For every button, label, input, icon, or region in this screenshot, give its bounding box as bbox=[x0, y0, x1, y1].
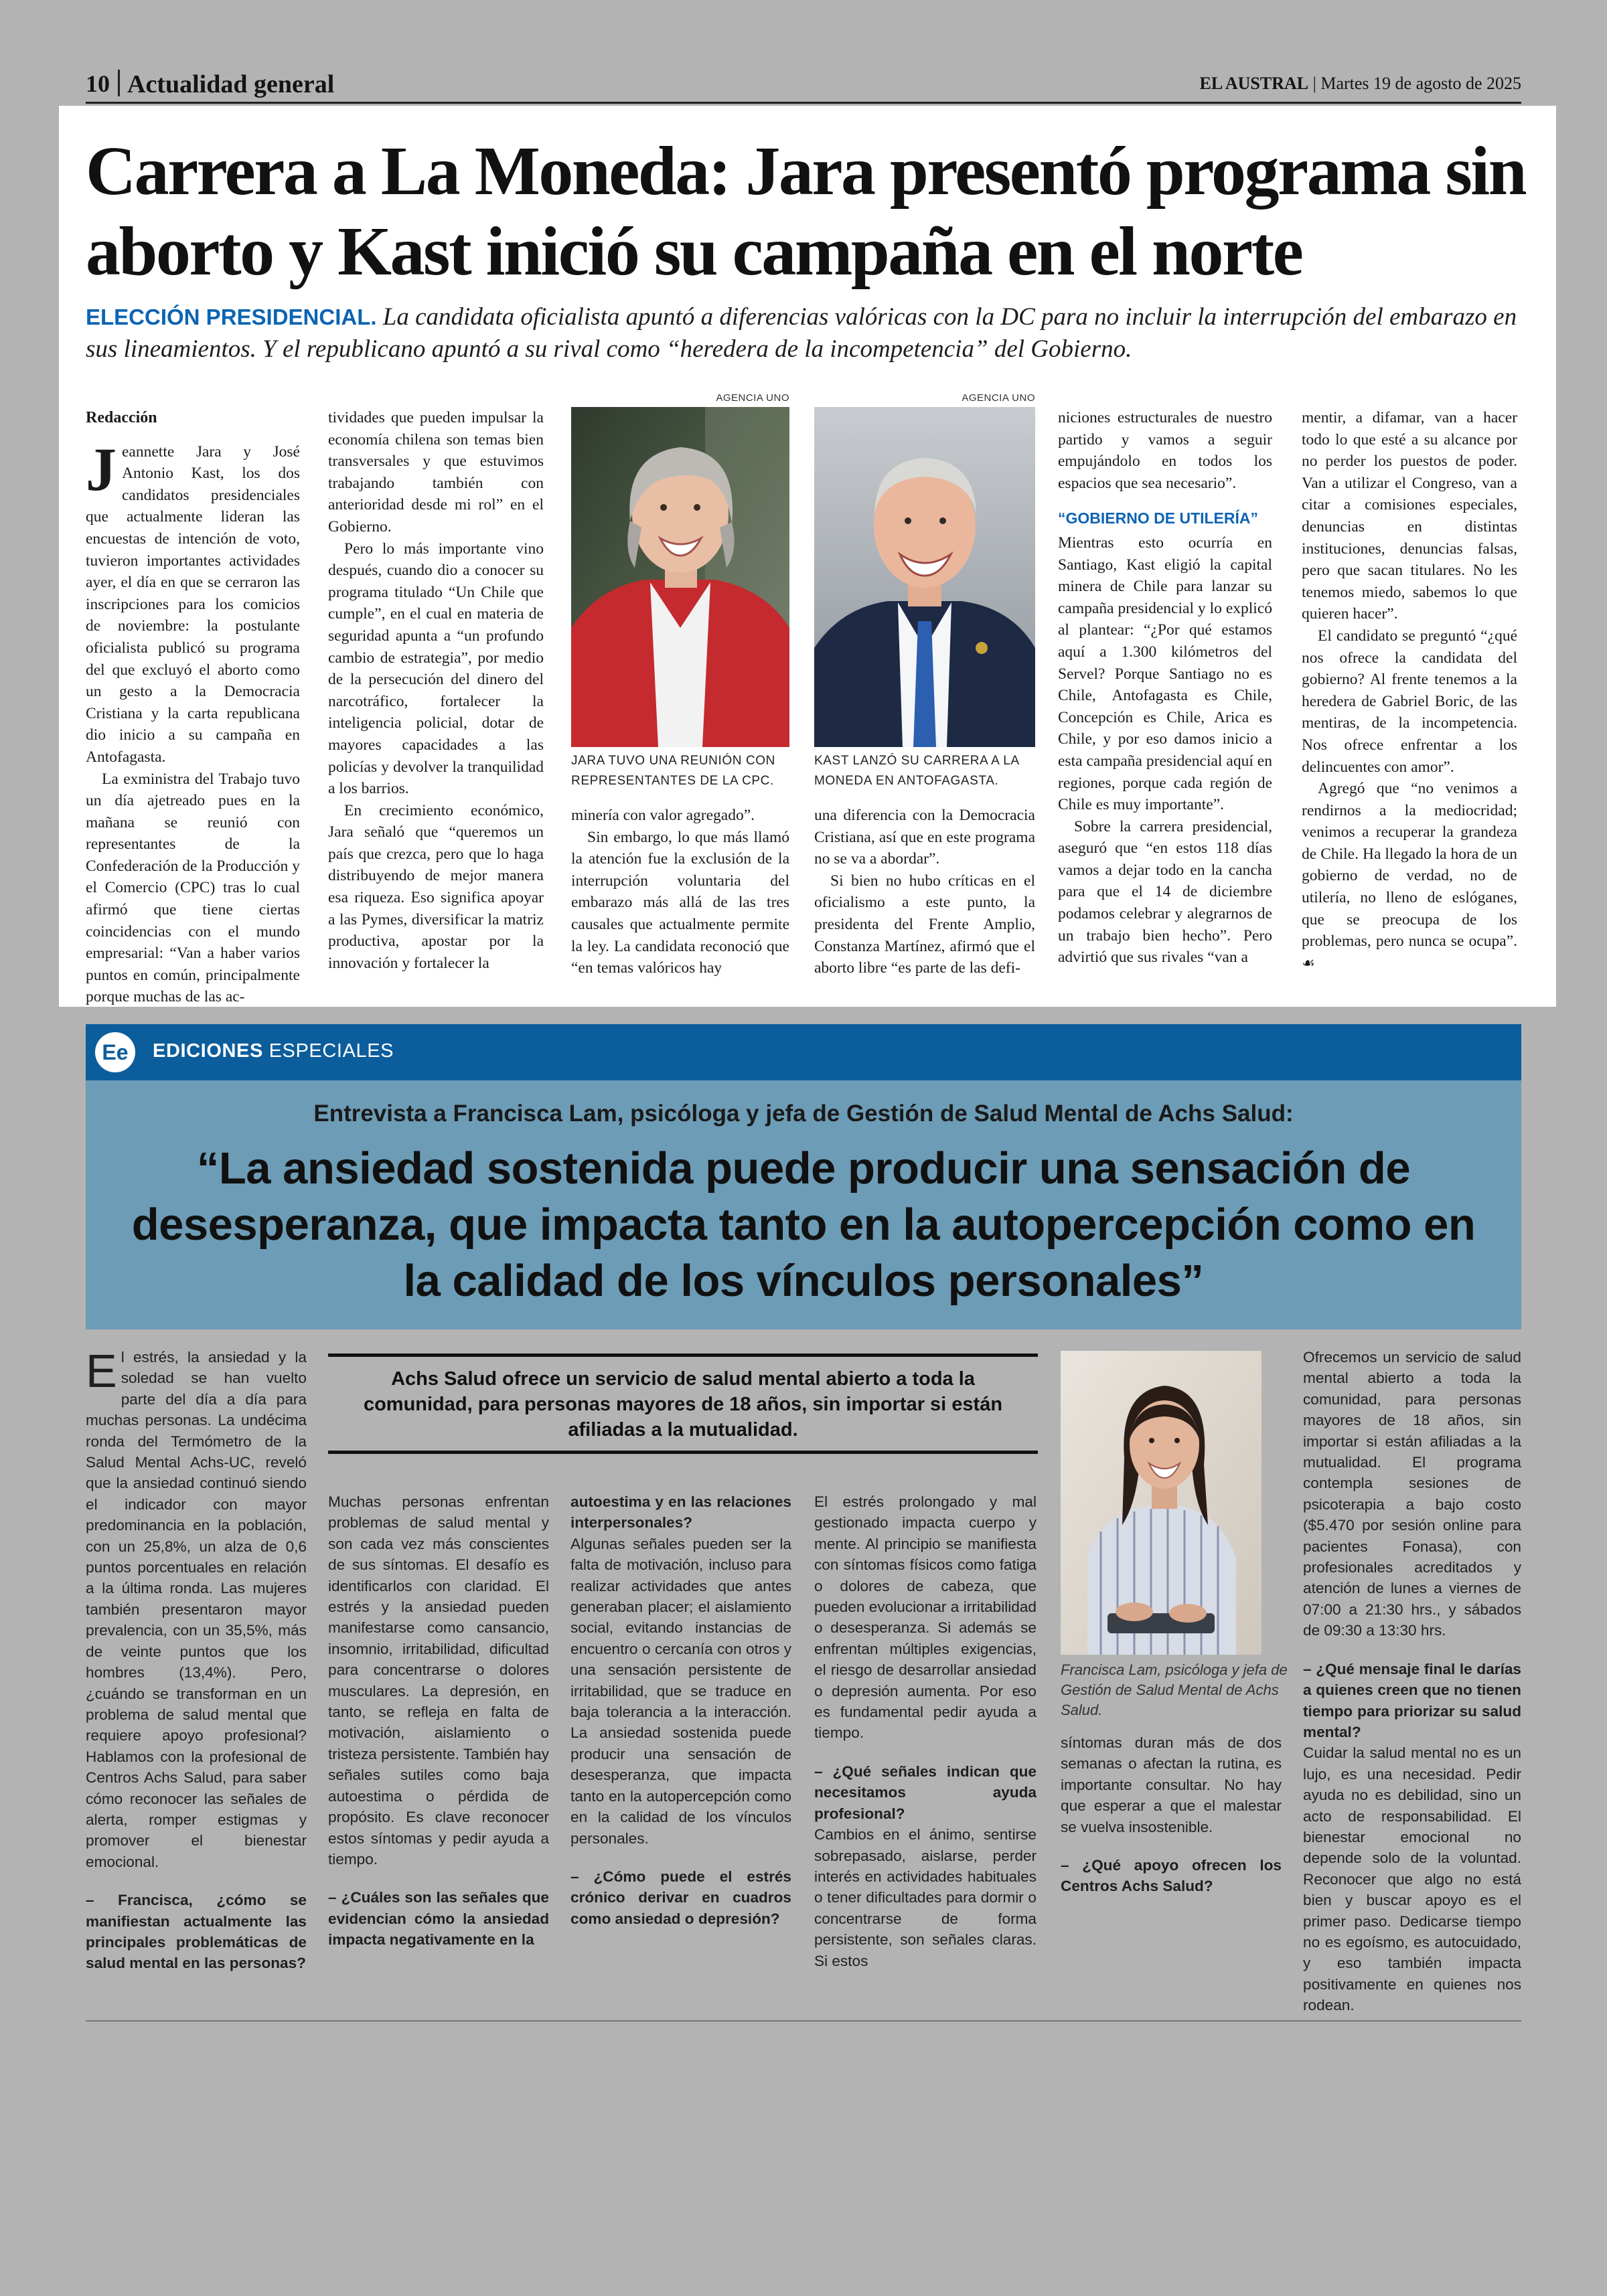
end-mark: ☙ bbox=[1302, 955, 1315, 972]
interview-intro: Entrevista a Francisca Lam, psicóloga y jefa de Gestión de Salud Mental de Achs Salud: bbox=[313, 1100, 1294, 1127]
paragraph: En crecimiento económico, Jara señaló que “queremos un país que crezca, pero que lo haga distribuyendo de mejor manera esa riqueza. Eso significa apoyar a las Pymes, diversificar la matriz productiva, apostar por la innovación y fortalecer la bbox=[328, 801, 544, 972]
paragraph: síntomas duran más de dos semanas o afectan la rutina, es importante consultar. No hay que esperar a que el malestar se vuelva insostenible. bbox=[1061, 1734, 1282, 1835]
question-continued: autoestima y en las relaciones interpersonales? bbox=[570, 1493, 791, 1532]
article-column-3 bbox=[571, 805, 789, 979]
interview-column-2 bbox=[328, 1491, 549, 1951]
interview-column-3 bbox=[570, 1491, 791, 1929]
label-bold: EDICIONES bbox=[153, 1040, 263, 1062]
page-number: 10 bbox=[86, 70, 110, 97]
article-column-1 bbox=[86, 407, 300, 1008]
interview-header-panel bbox=[86, 1080, 1521, 1329]
paragraph-text: Agregó que “no venimos a rendirnos a la mediocridad; venimos a recuperar la grandeza de Chile. Ha llegado la hora de un gobierno de verdad, no de utilería, no lleno de eslóganes, que se preocupa de los problemas, pero nunca se ocupa”. bbox=[1302, 780, 1517, 951]
article-headline: Carrera a La Moneda: Jara presentó programa sin aborto y Kast inició su campaña en el norte bbox=[86, 133, 1526, 290]
paragraph: El candidato se preguntó “¿qué nos ofrece la candidata del gobierno? Al frente tenemos a la heredera de Gabriel Boric, de las mentiras, de la incompetencia. Nos ofrece enfrentar a los delincuentes con amor”. bbox=[1302, 627, 1517, 776]
paragraph: Sobre la carrera presidencial, aseguró que “en estos 118 días vamos a dejar todo en la cancha para que el 14 de diciembre podamos celebrar y alegrarnos de un trabajo bien hecho”. Pero advirtió que sus rivales “van a bbox=[1058, 817, 1272, 967]
paragraph: Algunas señales pueden ser la falta de motivación, incluso para realizar actividades que antes generaban placer; el aislamiento social, evitando instancias de encuentro o cercanía con otros y una sensación persistente de irritabilidad, que se traduce en baja tolerancia a la interacción. La ansiedad sostenida puede producir una sensación de desesperanza, que impacta tanto en la autopercepción como en la calidad de los vínculos personales. bbox=[570, 1535, 791, 1847]
question: – Francisca, ¿cómo se manifiestan actualmente las principales problemáticas de salud mental en las personas? bbox=[86, 1892, 307, 1972]
article-kicker: ELECCIÓN PRESIDENCIAL. bbox=[86, 305, 377, 329]
question: – ¿Qué apoyo ofrecen los Centros Achs Salud? bbox=[1061, 1857, 1282, 1895]
paragraph: Muchas personas enfrentan problemas de salud mental y son cada vez más conscientes de sus síntomas. El desafío es identificarlos con claridad. El estrés y la ansiedad pueden manifestarse como cansancio, insomnio, irritabilidad, dificultad para concentrarse o dolores musculares. La depresión, en tanto, se refleja en falta de motivación, aislamiento o tristeza persistente. También hay señales sutiles como baja autoestima o pérdida de propósito. Es clave reconocer estos síntomas y pedir ayuda a tiempo. bbox=[328, 1493, 549, 1868]
masthead bbox=[1200, 74, 1521, 94]
question: – ¿Qué mensaje final le darías a quienes creen que no tienen tiempo para priorizar su salud mental? bbox=[1303, 1660, 1521, 1740]
masthead-divider: | bbox=[1308, 74, 1321, 93]
page-header bbox=[86, 67, 1521, 104]
paragraph: mentir, a difamar, van a hacer todo lo que esté a su alcance por no perder los puestos de poder. Van a utilizar el Congreso, van a citar a comisiones especiales, denuncias en distintas instituciones, denuncias falsas, pero que sacan titulares. No les tenemos miedo, sabemos lo que quieren hacer”. bbox=[1302, 409, 1517, 623]
special-editions-label bbox=[153, 1040, 394, 1062]
photo-kast bbox=[814, 407, 1035, 747]
photo-credit: AGENCIA UNO bbox=[962, 392, 1035, 404]
newspaper-name: EL AUSTRAL bbox=[1199, 74, 1309, 93]
paragraph bbox=[1302, 778, 1517, 975]
ee-logo-text: Ee bbox=[102, 1040, 129, 1064]
photo-credit: AGENCIA UNO bbox=[716, 392, 789, 404]
photo-caption: JARA TUVO UNA REUNIÓN CON REPRESENTANTES DE LA CPC. bbox=[571, 754, 775, 788]
question: – ¿Cómo puede el estrés crónico derivar en cuadros como ansiedad o depresión? bbox=[570, 1868, 791, 1927]
interview-column-4 bbox=[814, 1491, 1037, 1971]
photo-francisca-lam bbox=[1061, 1351, 1261, 1655]
paragraph: Cambios en el ánimo, sentirse sobrepasado, aislarse, perder interés en actividades habituales o tener dificultades para dormir o concentrarse de forma persistente, son señales claras. Si estos bbox=[814, 1826, 1037, 1969]
drop-cap: J bbox=[86, 434, 117, 503]
label-rest: ESPECIALES bbox=[262, 1040, 394, 1062]
question: – ¿Cuáles son las señales que evidencian cómo la ansiedad impacta negativamente en la bbox=[328, 1889, 549, 1949]
paragraph: l estrés, la ansiedad y la soledad se han vuelto parte del día a día para muchas personas. La undécima ronda del Termómetro de la Salud Mental Achs-UC, reveló que la ansiedad continuó siendo el indicador con mayor predominancia en la población, con un 25,8%, un alza de 0,6 puntos porcentuales en relación a la última ronda. Las mujeres también presentaron mayor prevalencia, con un 35,5%, más de veinte puntos que los hombres (13,4%). Pero, ¿cuándo se transforman en un problema de salud mental que requiere apoyo profesional? Hablamos con la profesional de Centros Achs Salud, para saber cómo reconocer las señales de alerta, romper estigmas y promover el bienestar emocional. bbox=[86, 1349, 307, 1870]
main-article bbox=[59, 106, 1556, 1007]
highlight-box bbox=[328, 1354, 1038, 1454]
question: – ¿Qué señales indican que necesitamos ayuda profesional? bbox=[814, 1762, 1037, 1822]
interview-column-1 bbox=[86, 1347, 307, 1974]
paragraph: La exministra del Trabajo tuvo un día ajetreado pues en la mañana se reunió con representantes de la Confederación de la Producción y el Comercio (CPC) tras lo cual afirmó que tiene ciertas coincidencias con el mundo empresarial: “Van a haber varios puntos en común, principalmente porque muchas de las ac- bbox=[86, 770, 300, 1006]
paragraph: Pero lo más importante vino después, cuando dio a conocer su programa titulado “Un Chile que cumple”, en el cual en materia de seguridad apunta a “un profundo cambio de estrategia”, por medio de la persecución del dinero del narcotráfico, fortalecer la inteligencia policial, dotar de mayores capacidades a las policías y devolver la tranquilidad a los barrios. bbox=[328, 540, 544, 798]
interview-quote: “La ansiedad sostenida puede producir una sensación de desesperanza, que impacta tanto en la autopercepción como en la calidad de los vínculos personales” bbox=[131, 1143, 1476, 1306]
paragraph: El estrés prolongado y mal gestionado impacta cuerpo y mente. Al principio se manifiesta con síntomas físicos como fatiga o dolores de cabeza, que pueden evolucionar a irritabilidad o desesperanza. Si además se enfrentan múltiples exigencias, el riesgo de desarrollar ansiedad o depresión aumenta. Por eso es fundamental pedir ayuda a tiempo. bbox=[814, 1493, 1037, 1742]
byline: Redacción bbox=[86, 409, 157, 426]
header-divider bbox=[118, 70, 120, 96]
article-deck bbox=[86, 301, 1532, 365]
issue-date: Martes 19 de agosto de 2025 bbox=[1320, 74, 1521, 93]
portrait-image bbox=[814, 407, 1035, 747]
paragraph: Mientras esto ocurría en Santiago, Kast eligió la capital minera de Chile para lanzar su campaña presidencial y lo explicó al plantear: “¿Por qué estamos aquí a 1.300 kilómetros del Servel? Porque Santiago no es Chile, Antofagasta es Chile, Concepción es Chile, Arica es Chile, y por eso damos inicio a esta campaña presidencial aquí en regiones, porque cada región de Chile es muy importante”. bbox=[1058, 534, 1272, 814]
article-column-5 bbox=[1058, 407, 1272, 969]
photo-caption: KAST LANZÓ SU CARRERA A LA MONEDA EN ANTOFAGASTA. bbox=[814, 754, 1019, 788]
subheading: “GOBIERNO DE UTILERÍA” bbox=[1058, 509, 1259, 527]
article-column-2 bbox=[328, 407, 544, 974]
paragraph: tividades que pueden impulsar la economía chilena son temas bien transversales y que estuvimos trabajando también con anterioridad desde mi rol” en el Gobierno. bbox=[328, 409, 544, 536]
paragraph: niciones estructurales de nuestro partido y vamos a seguir empujándolo en todos los espacios que sea necesario”. bbox=[1058, 409, 1272, 492]
deck-text: La candidata oficialista apuntó a diferencias valóricas con la DC para no incluir la interrupción del embarazo en sus lineamientos. Y el republicano apuntó a su rival como “heredera de la incompetencia” del Gobierno. bbox=[86, 303, 1517, 363]
article-column-6 bbox=[1302, 407, 1517, 975]
interview-column-5 bbox=[1061, 1732, 1282, 1897]
portrait-image bbox=[571, 407, 789, 747]
paragraph: Ofrecemos un servicio de salud mental abierto a toda la comunidad, para personas mayores de 18 años, sin importar si están afiliadas a la mutualidad. El programa contempla sesiones de psicoterapia a bajo costo ($5.470 por sesión online para pacientes Fonasa), con profesionales acreditados y atención de lunes a viernes de 07:00 a 21:30 hrs., y sábados de 09:30 a 13:30 hrs. bbox=[1303, 1349, 1521, 1639]
highlight-text: Achs Salud ofrece un servicio de salud mental abierto a toda la comunidad, para personas mayores de 18 años, sin importar si están afiliadas a la mutualidad. bbox=[363, 1368, 1003, 1441]
article-column-4 bbox=[814, 805, 1035, 979]
special-editions-bar bbox=[86, 1024, 1521, 1080]
interview-column-6 bbox=[1303, 1347, 1521, 2016]
photo-caption: Francisca Lam, psicóloga y jefa de Gestión de Salud Mental de Achs Salud. bbox=[1061, 1661, 1288, 1718]
paragraph: una diferencia con la Democracia Cristiana, así que en este programa no se va a abordar”. bbox=[814, 807, 1035, 868]
paragraph: Sin embargo, lo que más llamó la atención fue la exclusión de la interrupción voluntaria del embarazo más allá de las tres causales que actualmente permite la ley. La candidata reconoció que “en temas valóricos hay bbox=[571, 828, 789, 977]
section-title: Actualidad general bbox=[127, 70, 335, 98]
paragraph: Cuidar la salud mental no es un lujo, es una necesidad. Pedir ayuda no es debilidad, sino un acto de responsabilidad. El bienestar emocional no depende solo de la voluntad. Reconocer que algo no está bien y buscar apoyo es el primer paso. Dedicarse tiempo no es egoísmo, es autocuidado, y eso también impacta positivamente en quienes nos rodean. bbox=[1303, 1744, 1521, 2014]
ee-logo-icon bbox=[95, 1032, 135, 1072]
bottom-rule bbox=[86, 2020, 1521, 2022]
photo-jara bbox=[571, 407, 789, 747]
portrait-image bbox=[1061, 1351, 1261, 1655]
paragraph: minería con valor agregado”. bbox=[571, 807, 755, 824]
drop-cap: E bbox=[86, 1345, 117, 1397]
paragraph: Si bien no hubo críticas en el oficialismo a este punto, la presidenta del Frente Amplio, Constanza Martínez, afirmó que el aborto libre “es parte de las defi- bbox=[814, 872, 1035, 977]
paragraph: eannette Jara y José Antonio Kast, los dos candidatos presidenciales que actualmente lideran las encuestas de intención de voto, tuvieron importantes actividades ayer, el día en que se cerraron las inscripciones para los comicios de noviembre: la postulante oficialista publicó su programa del que excluyó el aborto como un gesto a la Democracia Cristiana y la carta republicana dio inicio a su campaña en Antofagasta. bbox=[86, 442, 300, 766]
